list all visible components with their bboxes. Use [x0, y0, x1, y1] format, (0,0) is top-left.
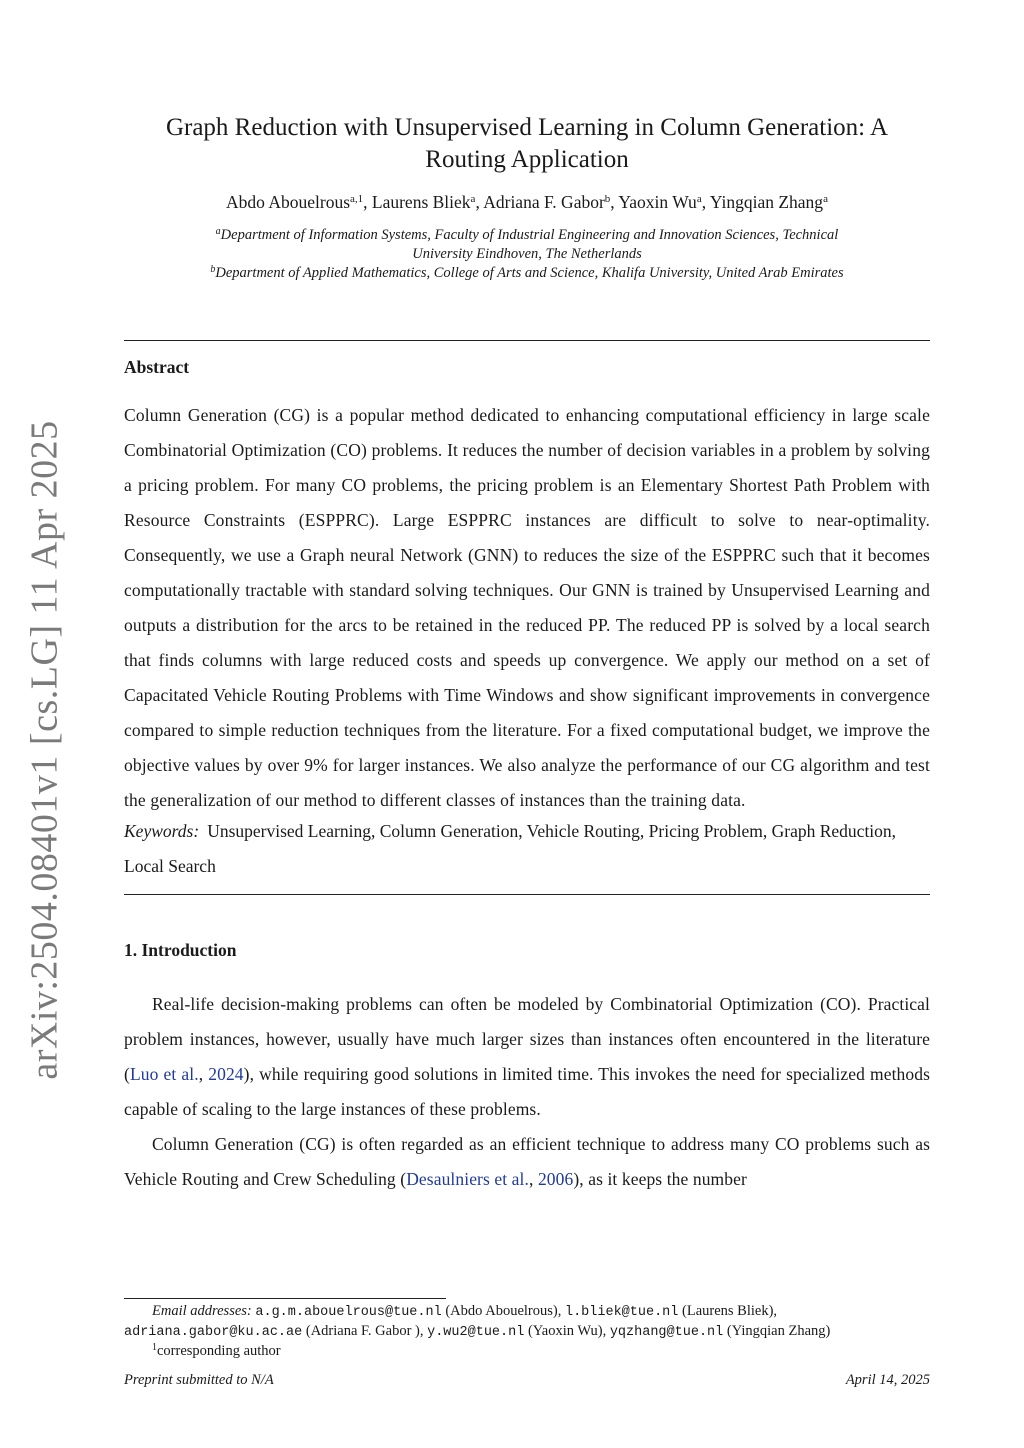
title-line-1: Graph Reduction with Unsupervised Learning in Column Generation: A	[165, 114, 889, 141]
corresponding-author-footnote: $^1$corresponding author	[152, 1342, 281, 1359]
footnotes	[124, 1302, 930, 1361]
abstract-top-rule	[124, 340, 930, 341]
author: Laurens Bliek$^a$,	[371, 192, 484, 212]
citation-desaulniers-2006[interactable]: Desaulniers et al.	[406, 1169, 529, 1189]
email-gabor[interactable]: adriana.gabor@ku.ac.ae	[124, 1325, 303, 1340]
title-line-2: Routing Application	[425, 146, 629, 173]
paper-page	[124, 0, 930, 1197]
abstract-heading: Abstract	[124, 357, 190, 377]
arxiv-id-text: arXiv:2504.08401v1 [cs.LG] 11 Apr 2025	[24, 420, 67, 1080]
affiliation-a: $^a$Department of Information Systems, Faculty of Industrial Engineering and Innovation Sciences, Technical	[215, 226, 839, 243]
email-bliek[interactable]: l.bliek@tue.nl	[564, 1305, 679, 1320]
footer-preprint: Preprint submitted to N/A	[124, 1372, 274, 1388]
citation-year-2006[interactable]: 2006	[537, 1169, 574, 1189]
arxiv-sidebar-identifier	[10, 420, 80, 1080]
author: Adriana F. Gabor$^b$,	[483, 192, 619, 212]
email-wu[interactable]: y.wu2@tue.nl	[427, 1325, 525, 1340]
email-footnote-line-1: Email addresses: a.g.m.abouelrous@tue.nl (Abdo Abouelrous), l.bliek@tue.nl (Laurens Bliek),	[152, 1303, 778, 1320]
keywords	[124, 814, 930, 884]
affiliation-a-cont: University Eindhoven, The Netherlands	[412, 246, 642, 262]
citation-luo-2024[interactable]: Luo et al.	[129, 1064, 199, 1084]
intro-paragraph-2: Column Generation (CG) is often regarded as an efficient technique to address many CO problems such as Vehicle Routing and Crew Scheduling (Desaulniers et al., 2006), as it keeps the number	[124, 1134, 930, 1189]
section-heading-introduction: 1. Introduction	[124, 940, 237, 960]
introduction-body	[124, 987, 930, 1197]
email-footnote-line-2: adriana.gabor@ku.ac.ae (Adriana F. Gabor ), y.wu2@tue.nl (Yaoxin Wu), yqzhang@tue.nl (Yingqian Zhang)	[124, 1323, 831, 1340]
affiliations	[124, 226, 930, 283]
citation-year-2024[interactable]: 2024	[208, 1064, 244, 1084]
paper-title	[124, 112, 930, 176]
author: Yingqian Zhang$^a$	[709, 192, 828, 212]
footnote-rule	[124, 1298, 446, 1299]
affiliation-b: $^b$Department of Applied Mathematics, College of Arts and Science, Khalifa University, United Arab Emirates	[210, 264, 844, 281]
page-footer	[124, 1372, 930, 1389]
footer-date: April 14, 2025	[845, 1372, 930, 1388]
intro-paragraph-1: Real-life decision-making problems can often be modeled by Combinatorial Optimization (CO). Practical problem instances, however, usually have much larger sizes than instances often encountered in the literature (Luo et al., 2024), while requiring good solutions in limited time. This invokes the need for specialized methods capable of scaling to the large instances of these problems.	[124, 994, 930, 1119]
email-abouelrous[interactable]: a.g.m.abouelrous@tue.nl	[255, 1305, 442, 1320]
author-list	[124, 190, 930, 214]
abstract-bottom-rule	[124, 894, 930, 895]
keywords-label: Keywords:	[124, 821, 200, 841]
email-zhang[interactable]: yqzhang@tue.nl	[609, 1325, 724, 1340]
author: Abdo Abouelrous$^{a,1}$,	[226, 192, 372, 212]
author: Yaoxin Wu$^a$,	[618, 192, 710, 212]
keywords-text: Unsupervised Learning, Column Generation, Vehicle Routing, Pricing Problem, Graph Reduction, Local Search	[124, 821, 897, 876]
abstract-text: Column Generation (CG) is a popular method dedicated to enhancing computational efficiency in large scale Combinatorial Optimization (CO) problems. It reduces the number of decision variables in a problem by solving a pricing problem. For many CO problems, the pricing problem is an Elementary Shortest Path Problem with Resource Constraints (ESPPRC). Large ESPPRC instances are difficult to solve to near-optimality. Consequently, we use a Graph neural Network (GNN) to reduces the size of the ESPPRC such that it becomes computationally tractable with standard solving techniques. Our GNN is trained by Unsupervised Learning and outputs a distribution for the arcs to be retained in the reduced PP. The reduced PP is solved by a local search that finds columns with large reduced costs and speeds up convergence. We apply our method on a set of Capacitated Vehicle Routing Problems with Time Windows and show significant improvements in convergence compared to simple reduction techniques from the literature. For a fixed computational budget, we improve the objective values by over 9% for larger instances. We also analyze the performance of our CG algorithm and test the generalization of our method to different classes of instances than the training data.	[124, 405, 930, 810]
